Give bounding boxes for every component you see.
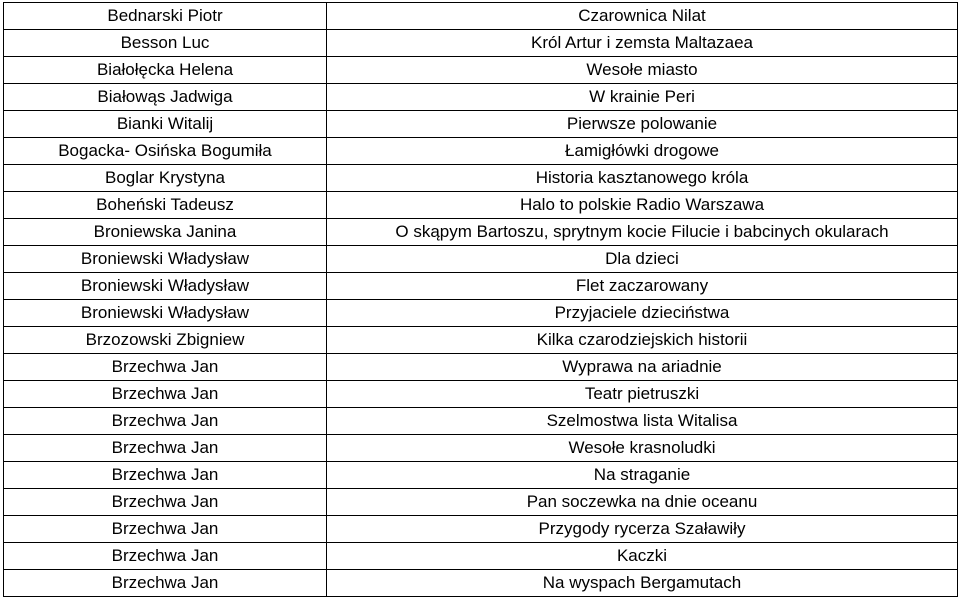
table-row: [4, 354, 958, 381]
table-row: [4, 489, 958, 516]
author-cell: Besson Luc: [4, 30, 327, 57]
table-row: [4, 57, 958, 84]
table-row: [4, 111, 958, 138]
table-row: [4, 462, 958, 489]
author-cell: Brzechwa Jan: [4, 381, 327, 408]
table-row: [4, 3, 958, 30]
table-row: [4, 165, 958, 192]
book-table-body: [4, 3, 958, 597]
title-cell: Wesołe miasto: [327, 57, 958, 84]
title-cell: Dla dzieci: [327, 246, 958, 273]
book-table: [3, 2, 958, 597]
table-row: [4, 543, 958, 570]
author-cell: Brzechwa Jan: [4, 462, 327, 489]
table-row: [4, 327, 958, 354]
table-row: [4, 246, 958, 273]
title-cell: Kaczki: [327, 543, 958, 570]
author-cell: Brzechwa Jan: [4, 516, 327, 543]
author-cell: Brzechwa Jan: [4, 408, 327, 435]
table-row: [4, 219, 958, 246]
title-cell: Wesołe krasnoludki: [327, 435, 958, 462]
author-cell: Bednarski Piotr: [4, 3, 327, 30]
title-cell: Halo to polskie Radio Warszawa: [327, 192, 958, 219]
table-row: [4, 408, 958, 435]
author-cell: Broniewska Janina: [4, 219, 327, 246]
author-cell: Boheński Tadeusz: [4, 192, 327, 219]
author-cell: Boglar Krystyna: [4, 165, 327, 192]
title-cell: Szelmostwa lista Witalisa: [327, 408, 958, 435]
title-cell: Przyjaciele dzieciństwa: [327, 300, 958, 327]
table-row: [4, 138, 958, 165]
title-cell: Na straganie: [327, 462, 958, 489]
author-cell: Brzechwa Jan: [4, 543, 327, 570]
author-cell: Białowąs Jadwiga: [4, 84, 327, 111]
title-cell: Wyprawa na ariadnie: [327, 354, 958, 381]
title-cell: Łamigłówki drogowe: [327, 138, 958, 165]
title-cell: W krainie Peri: [327, 84, 958, 111]
author-cell: Broniewski Władysław: [4, 246, 327, 273]
title-cell: Pierwsze polowanie: [327, 111, 958, 138]
title-cell: Pan soczewka na dnie oceanu: [327, 489, 958, 516]
title-cell: O skąpym Bartoszu, sprytnym kocie Filucie i babcinych okularach: [327, 219, 958, 246]
title-cell: Teatr pietruszki: [327, 381, 958, 408]
table-row: [4, 30, 958, 57]
title-cell: Flet zaczarowany: [327, 273, 958, 300]
author-cell: Bianki Witalij: [4, 111, 327, 138]
table-row: [4, 192, 958, 219]
author-cell: Brzechwa Jan: [4, 570, 327, 597]
title-cell: Przygody rycerza Szaławiły: [327, 516, 958, 543]
author-cell: Brzechwa Jan: [4, 435, 327, 462]
table-row: [4, 300, 958, 327]
table-row: [4, 570, 958, 597]
table-row: [4, 516, 958, 543]
author-cell: Białołęcka Helena: [4, 57, 327, 84]
title-cell: Na wyspach Bergamutach: [327, 570, 958, 597]
author-cell: Brzechwa Jan: [4, 489, 327, 516]
author-cell: Brzechwa Jan: [4, 354, 327, 381]
title-cell: Historia kasztanowego króla: [327, 165, 958, 192]
table-row: [4, 381, 958, 408]
author-cell: Broniewski Władysław: [4, 273, 327, 300]
table-row: [4, 84, 958, 111]
title-cell: Czarownica Nilat: [327, 3, 958, 30]
title-cell: Kilka czarodziejskich historii: [327, 327, 958, 354]
title-cell: Król Artur i zemsta Maltazaea: [327, 30, 958, 57]
table-row: [4, 435, 958, 462]
table-row: [4, 273, 958, 300]
author-cell: Bogacka- Osińska Bogumiła: [4, 138, 327, 165]
author-cell: Broniewski Władysław: [4, 300, 327, 327]
author-cell: Brzozowski Zbigniew: [4, 327, 327, 354]
